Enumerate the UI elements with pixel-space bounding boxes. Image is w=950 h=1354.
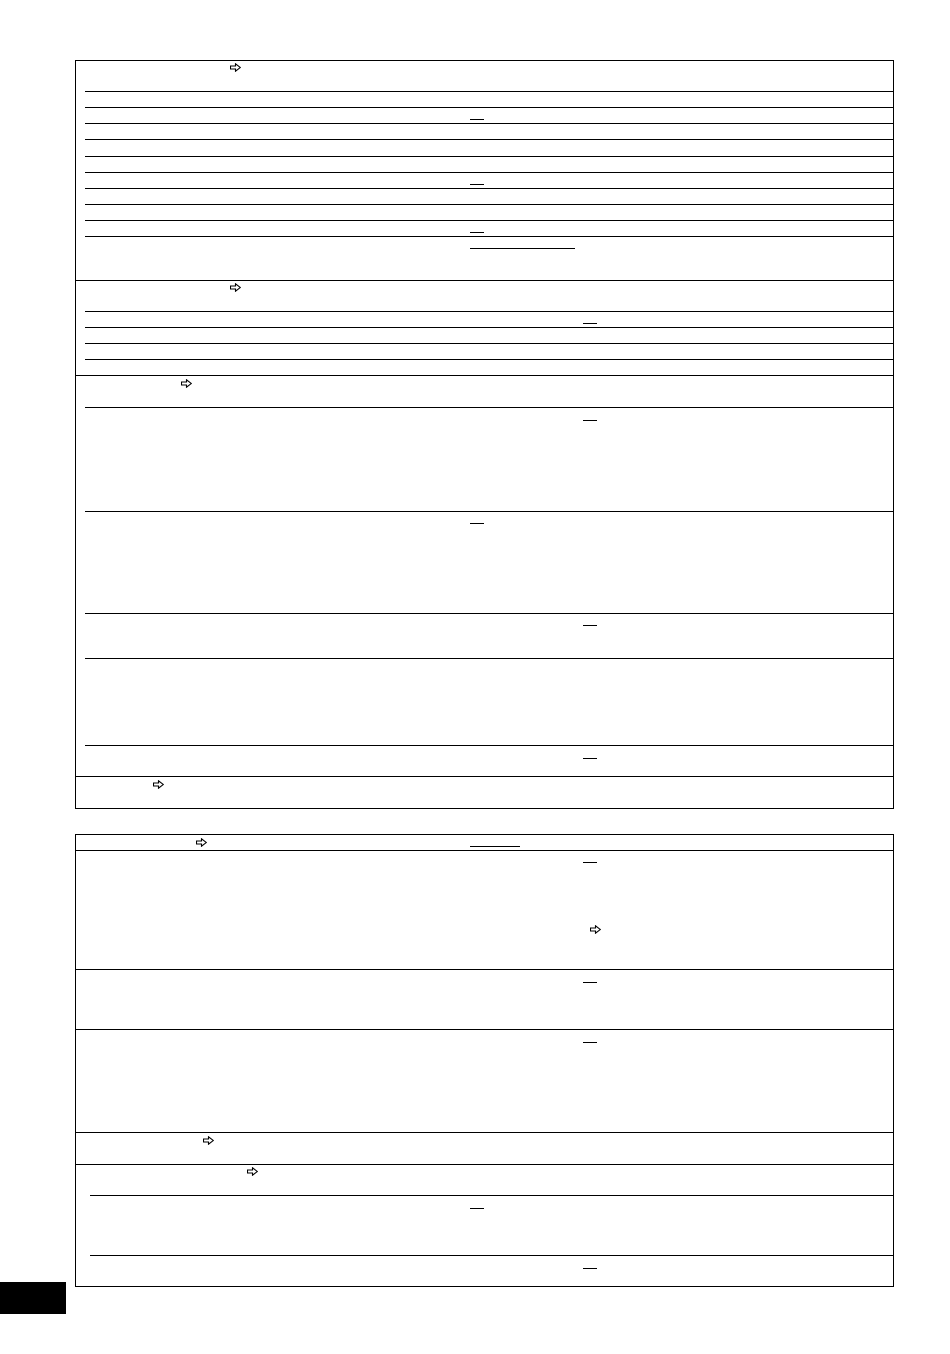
- row-divider: [85, 613, 893, 614]
- right-arrow-icon: [181, 379, 192, 388]
- right-arrow-icon: [196, 838, 207, 847]
- row-divider: [85, 745, 893, 746]
- default-marker: [470, 523, 484, 524]
- default-marker: [583, 862, 597, 863]
- row-divider: [85, 204, 893, 205]
- default-marker-long: [470, 846, 520, 847]
- default-marker: [583, 758, 597, 759]
- default-marker-long: [470, 248, 575, 249]
- right-arrow-icon: [153, 780, 164, 789]
- default-marker: [583, 420, 597, 421]
- row-divider: [85, 343, 893, 344]
- row-divider: [90, 1255, 893, 1256]
- default-marker: [470, 184, 484, 185]
- right-arrow-icon: [230, 63, 241, 72]
- row-divider: [75, 969, 893, 970]
- section-divider: [75, 776, 893, 777]
- right-arrow-icon: [590, 925, 601, 934]
- row-divider: [85, 91, 893, 92]
- page-number-tab: [0, 1282, 66, 1314]
- section-divider: [75, 1132, 893, 1133]
- row-divider: [85, 236, 893, 237]
- row-divider: [85, 139, 893, 140]
- default-marker: [470, 1208, 484, 1209]
- row-divider: [90, 1195, 893, 1196]
- row-divider: [85, 188, 893, 189]
- row-divider: [85, 172, 893, 173]
- default-marker: [583, 323, 597, 324]
- default-marker: [470, 119, 484, 120]
- default-marker: [583, 1268, 597, 1269]
- default-marker: [583, 625, 597, 626]
- row-divider-strong: [85, 658, 893, 659]
- section-divider: [75, 850, 893, 851]
- section-divider: [75, 375, 893, 376]
- row-divider: [85, 407, 893, 408]
- row-divider: [85, 511, 893, 512]
- settings-panel-2: [75, 834, 894, 1287]
- section-divider: [75, 1164, 893, 1165]
- default-marker: [583, 1042, 597, 1043]
- default-marker: [583, 982, 597, 983]
- default-marker: [470, 232, 484, 233]
- row-divider: [85, 311, 893, 312]
- right-arrow-icon: [203, 1136, 214, 1145]
- row-divider: [85, 327, 893, 328]
- row-divider: [85, 156, 893, 157]
- row-divider: [75, 1029, 893, 1030]
- row-divider: [85, 107, 893, 108]
- row-divider: [85, 123, 893, 124]
- row-divider: [85, 359, 893, 360]
- row-divider: [85, 220, 893, 221]
- right-arrow-icon: [247, 1167, 258, 1176]
- section-divider: [75, 280, 893, 281]
- right-arrow-icon: [230, 283, 241, 292]
